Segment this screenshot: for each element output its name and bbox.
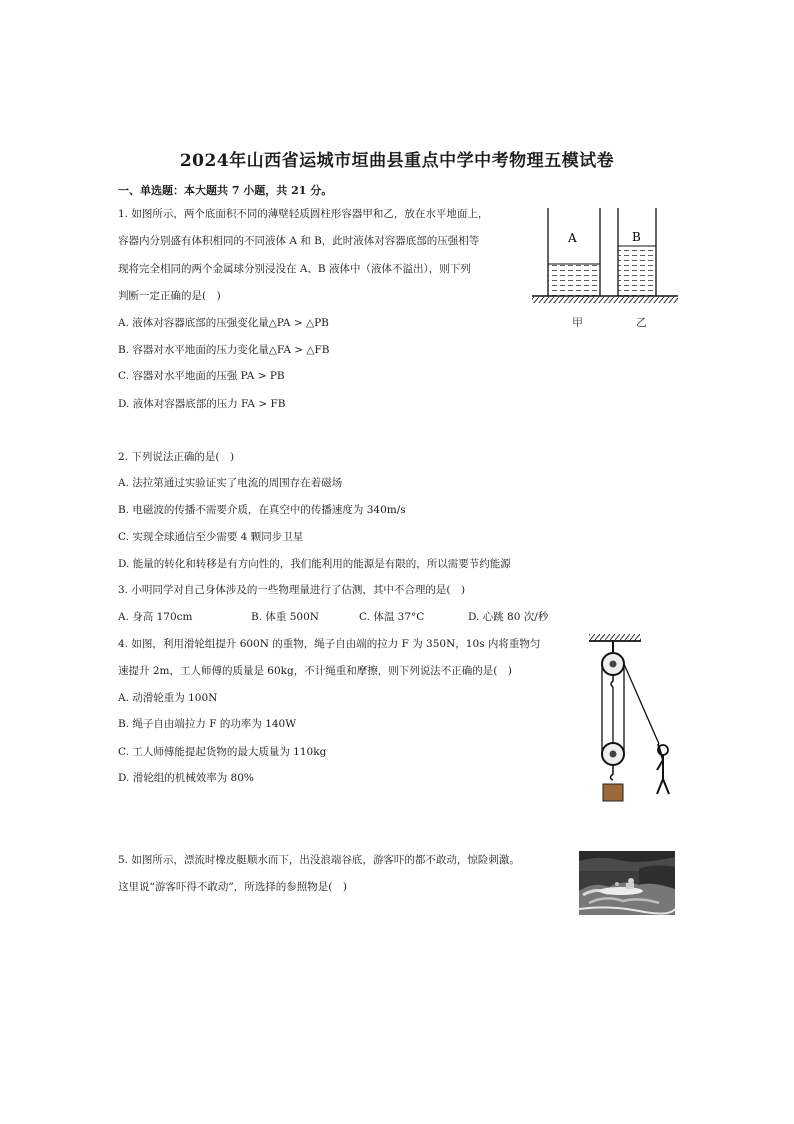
q4-option-a: A. 动滑轮重为 100N xyxy=(118,692,218,704)
ceiling-hatch xyxy=(589,634,641,641)
rope-free-end xyxy=(624,664,659,744)
q4-option-b: B. 绳子自由端拉力 F 的功率为 140W xyxy=(118,718,297,730)
container-b-caption: 乙 xyxy=(636,316,647,329)
page-title: 2024年山西省运城市垣曲县重点中学中考物理五模试卷 xyxy=(179,151,615,171)
container-b-liquid xyxy=(618,246,656,296)
q1-stem-line: 判断一定正确的是( ) xyxy=(118,290,221,302)
movable-pulley-hook xyxy=(611,765,614,780)
section-title: 一、单选题：本大题共 7 小题，共 21 分。 xyxy=(118,184,333,197)
rafting-photo-image xyxy=(579,851,675,915)
rafting-photo xyxy=(579,851,675,915)
container-a-liquid xyxy=(548,264,600,296)
q2-option-c: C. 实现全球通信至少需要 4 颗同步卫星 xyxy=(118,531,304,543)
container-a-caption: 甲 xyxy=(572,316,583,329)
q2-option-b: B. 电磁波的传播不需要介质，在真空中的传播速度为 340m/s xyxy=(118,504,406,516)
q2-option-d: D. 能量的转化和转移是有方向性的，我们能利用的能源是有限的，所以需要节约能源 xyxy=(118,558,511,570)
q3-option-c: C. 体温 37°C xyxy=(359,611,425,623)
ground-hatch xyxy=(532,297,678,303)
q3-stem: 3. 小明同学对自己身体涉及的一些物理量进行了估测，其中不合理的是( ) xyxy=(118,584,466,596)
q1-stem-line: 1. 如图所示，两个底面积不同的薄壁轻质圆柱形容器甲和乙，放在水平地面上， xyxy=(118,208,489,220)
container-a-label: A xyxy=(568,231,577,245)
pulley-figure xyxy=(585,634,685,806)
q1-option-c: C. 容器对水平地面的压强 PA > PB xyxy=(118,370,285,382)
q1-option-b: B. 容器对水平地面的压力变化量△FA > △FB xyxy=(118,344,330,356)
q5-stem-line: 这里说“游客吓得不敢动”，所选择的参照物是( ) xyxy=(118,881,347,893)
q2-option-a: A. 法拉第通过实验证实了电流的周围存在着磁场 xyxy=(118,477,343,489)
q3-option-b: B. 体重 500N xyxy=(251,611,319,623)
q1-option-d: D. 液体对容器底部的压力 FA > FB xyxy=(118,398,286,410)
container-figure xyxy=(528,208,688,336)
fixed-pulley-hook xyxy=(611,675,613,687)
container-b-label: B xyxy=(632,230,641,244)
movable-pulley-axle xyxy=(610,751,617,758)
q4-stem-line: 4. 如图，利用滑轮组提升 600N 的重物，绳子自由端的拉力 F 为 350N，10s 内将重物匀 xyxy=(118,638,541,650)
q3-option-a: A. 身高 170cm xyxy=(118,611,193,623)
q2-stem: 2. 下列说法正确的是( ) xyxy=(118,451,235,463)
fixed-pulley-axle xyxy=(610,661,617,668)
q3-option-d: D. 心跳 80 次/秒 xyxy=(468,611,549,623)
q1-option-a: A. 液体对容器底部的压强变化量△PA > △PB xyxy=(118,317,329,329)
q1-stem-line: 容器内分别盛有体积相同的不同液体 A 和 B，此时液体对容器底部的压强相等 xyxy=(118,235,480,247)
q4-stem-line: 速提升 2m，工人师傅的质量是 60kg，不计绳重和摩擦，则下列说法不正确的是( ) xyxy=(118,665,512,677)
worker-leg xyxy=(657,779,663,794)
q1-stem-line: 现将完全相同的两个金属球分别浸没在 A、B 液体中（液体不溢出），则下列 xyxy=(118,263,471,275)
q5-stem-line: 5. 如图所示，漂流时橡皮艇顺水而下，出没浪端谷底，游客吓的都不敢动，惊险刺激。 xyxy=(118,854,520,866)
q4-option-d: D. 滑轮组的机械效率为 80% xyxy=(118,772,254,784)
weight-block xyxy=(603,784,623,801)
q4-option-c: C. 工人师傅能提起货物的最大质量为 110kg xyxy=(118,746,327,758)
worker-leg xyxy=(663,779,669,794)
